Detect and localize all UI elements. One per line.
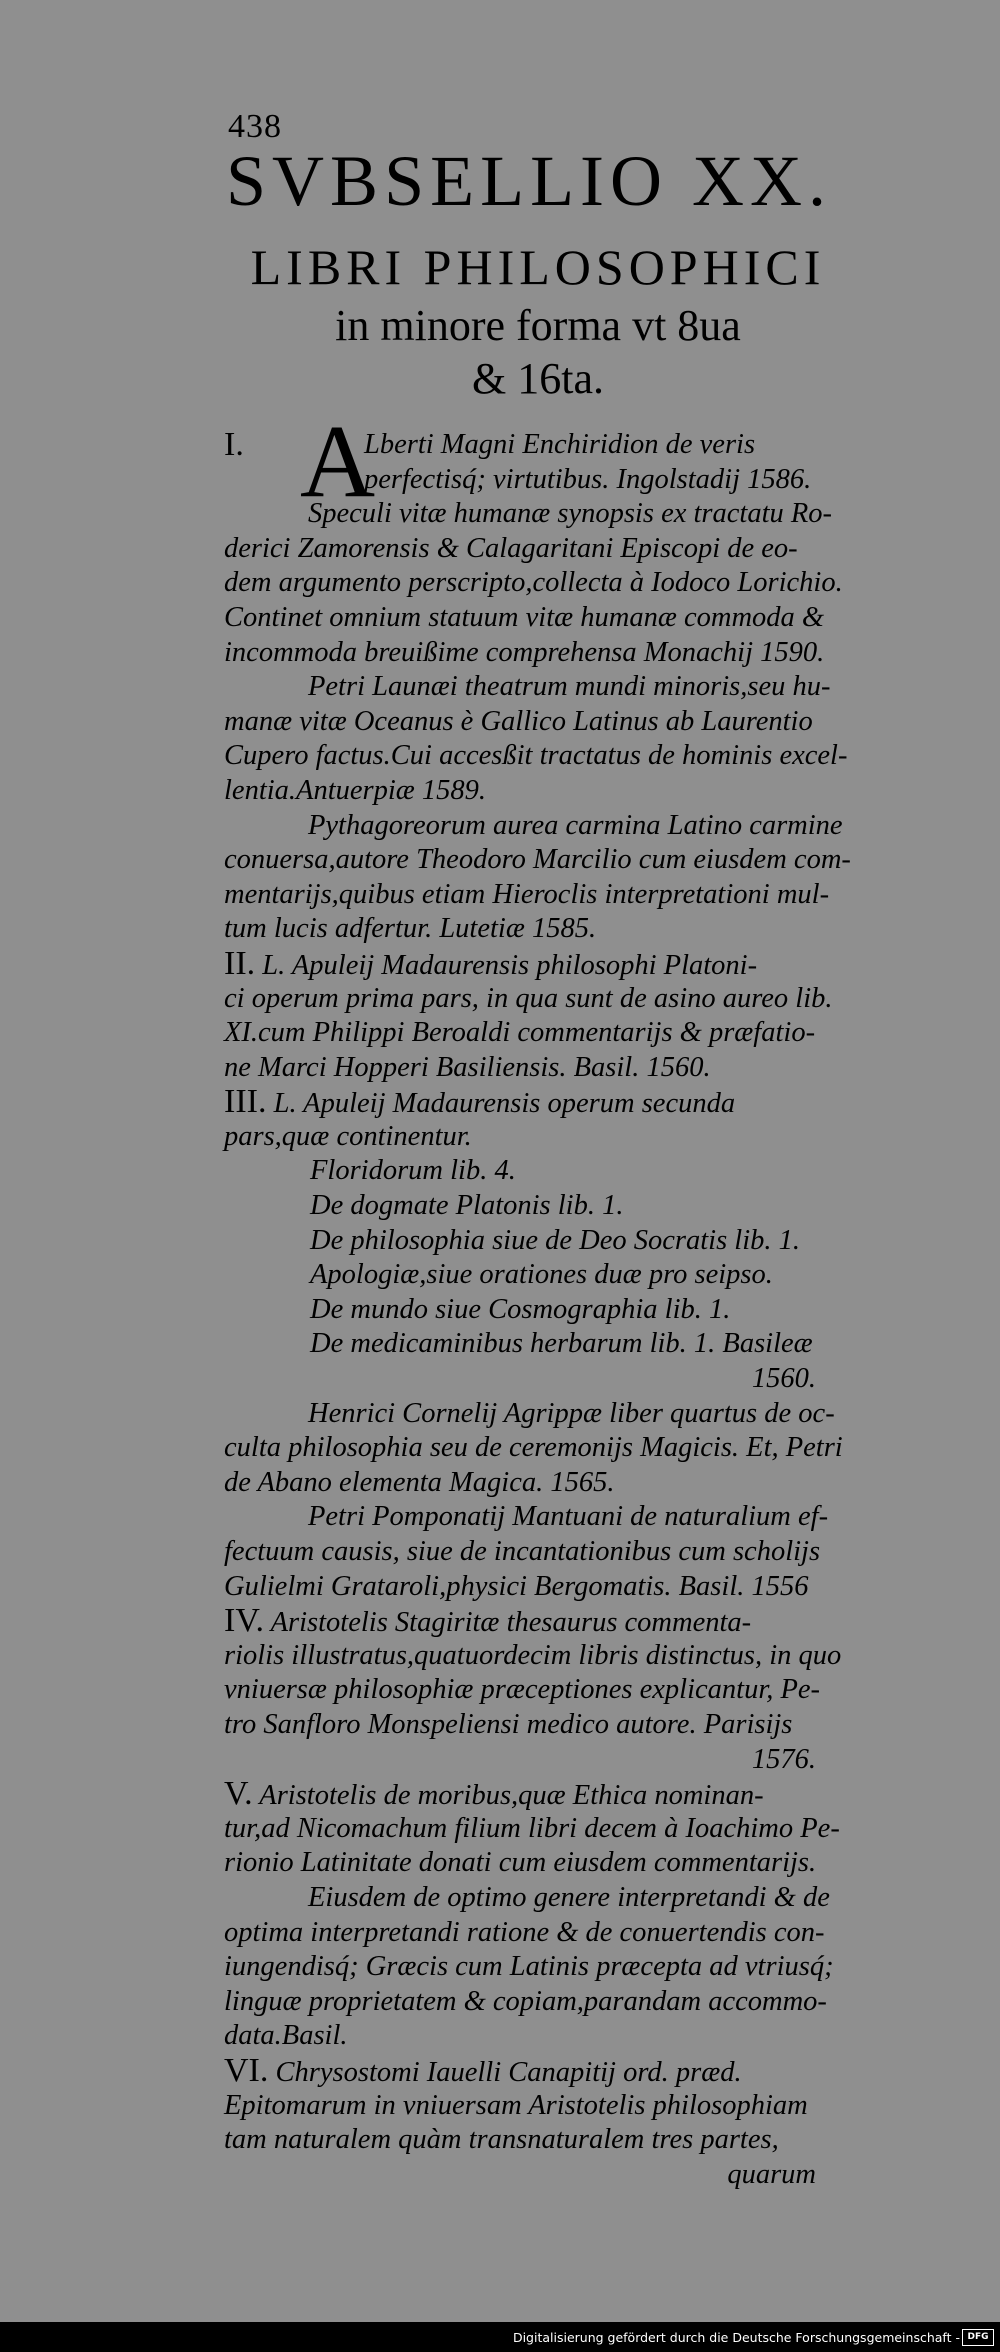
entry-line: Pythagoreorum aurea carmina Latino carmine bbox=[308, 809, 843, 841]
entry-line: riolis illustratus,quatuordecim libris distinctus, in quo bbox=[224, 1639, 842, 1671]
entry-line: Eiusdem de optimo genere interpretandi & de bbox=[308, 1881, 830, 1913]
page-number: 438 bbox=[228, 108, 282, 145]
list-item: De philosophia siue de Deo Socratis lib. 1. bbox=[310, 1224, 800, 1256]
entry-line: mentarijs,quibus etiam Hieroclis interpretationi mul- bbox=[224, 878, 830, 910]
catchword: quarum bbox=[727, 2158, 816, 2190]
catalog-entry-2 bbox=[224, 944, 833, 1085]
catalog-entry-1d bbox=[224, 809, 851, 947]
catalog-entry-6 bbox=[224, 2051, 816, 2192]
list-item: De dogmate Platonis lib. 1. bbox=[310, 1190, 624, 1222]
entry-line: ne Marci Hopperi Basiliensis. Basil. 1560. bbox=[224, 1051, 711, 1083]
entry-line: linguæ proprietatem & copiam,parandam accommo- bbox=[224, 1985, 827, 2017]
entry-line: Lberti Magni Enchiridion de veris bbox=[364, 429, 756, 460]
entry-line: optima interpretandi ratione & de conuertendis con- bbox=[224, 1916, 825, 1948]
entry-line: tam naturalem quàm transnaturalem tres partes, bbox=[224, 2124, 779, 2156]
entry-line: perfectisq́; virtutibus. Ingolstadij 1586. bbox=[364, 463, 812, 495]
entry-line: lentia.Antuerpiæ 1589. bbox=[224, 774, 487, 806]
list-item: Apologiæ,siue orationes duæ pro seipso. bbox=[310, 1259, 773, 1291]
catalog-body bbox=[224, 404, 851, 2192]
catalog-entry-5 bbox=[224, 1775, 840, 1881]
entry-line: Epitomarum in vniuersam Aristotelis philosophiam bbox=[224, 2089, 808, 2121]
entry-line: iungendisq́; Græcis cum Latinis præcepta ad vtriusq́; bbox=[224, 1951, 834, 1983]
entry-line: de Abano elementa Magica. 1565. bbox=[224, 1466, 615, 1498]
entry-line: tro Sanfloro Monspeliensi medico autore. Parisijs bbox=[224, 1708, 793, 1740]
entry-line: derici Zamorensis & Calagaritani Episcopi de eo- bbox=[224, 532, 798, 564]
catalog-entry-4 bbox=[224, 1602, 842, 1777]
entry-line: data.Basil. bbox=[224, 2020, 348, 2052]
section-title-line-3: & 16ta. bbox=[472, 354, 604, 403]
entry-number: IV. bbox=[224, 1602, 264, 1640]
section-title-line-1: LIBRI PHILOSOPHICI bbox=[250, 239, 826, 295]
entry-line: Aristotelis de moribus,quæ Ethica nominan- bbox=[259, 1780, 764, 1812]
catalog-entry-1b bbox=[224, 497, 843, 670]
entry-line: L. Apuleij Madaurensis operum secunda bbox=[273, 1088, 736, 1120]
entry-line: Cupero factus.Cui accesßit tractatus de hominis excel- bbox=[224, 740, 848, 772]
entry-number: V. bbox=[224, 1775, 253, 1813]
running-title: SVBSELLIO XX. bbox=[226, 141, 833, 221]
section-title bbox=[0, 238, 1000, 404]
entry-line: Aristotelis Stagiritæ thesaurus commenta- bbox=[270, 1607, 752, 1639]
dfg-logo: DFG bbox=[962, 2329, 994, 2346]
entry-number: III. bbox=[224, 1083, 267, 1121]
entry-line: 1576. bbox=[751, 1743, 816, 1775]
entry-number: II. bbox=[224, 944, 256, 982]
catalog-entry-5b bbox=[224, 1881, 834, 2054]
footer-text: Digitalisierung gefördert durch die Deutsche Forschungsgemeinschaft - bbox=[512, 2330, 960, 2345]
entry-number: I. bbox=[224, 426, 244, 463]
entry-line: XI.cum Philippi Beroaldi commentarijs & præfatio- bbox=[224, 1017, 816, 1049]
section-title-line-2: in minore forma vt 8ua bbox=[335, 301, 741, 350]
digitization-footer bbox=[0, 2322, 1000, 2352]
list-item: Floridorum lib. 4. bbox=[310, 1155, 516, 1187]
list-item: De medicaminibus herbarum lib. 1. Basileæ bbox=[310, 1328, 813, 1360]
entry-line: incommoda breuißime comprehensa Monachij 1590. bbox=[224, 636, 825, 668]
entry-line: tum lucis adfertur. Lutetiæ 1585. bbox=[224, 913, 597, 945]
entry-line: dem argumento perscripto,collecta à Iodoco Lorichio. bbox=[224, 567, 843, 599]
entry-line: Petri Launæi theatrum mundi minoris,seu hu- bbox=[308, 671, 831, 703]
drop-cap-initial: A bbox=[300, 404, 376, 519]
entry-line: tur,ad Nicomachum filium libri decem à Ioachimo Pe- bbox=[224, 1812, 840, 1844]
entry-line: Speculi vitæ humanæ synopsis ex tractatu Ro- bbox=[308, 498, 833, 530]
entry-line: fectuum causis, siue de incantationibus cum scholijs bbox=[224, 1536, 821, 1567]
catalog-entry-3b bbox=[224, 1397, 843, 1501]
entry-line: pars,quæ continentur. bbox=[224, 1120, 472, 1152]
list-item: 1560. bbox=[751, 1363, 816, 1395]
entry-line: L. Apuleij Madaurensis philosophi Platoni- bbox=[262, 949, 758, 981]
entry-line: manæ vitæ Oceanus è Gallico Latinus ab Laurentio bbox=[224, 705, 813, 737]
entry-line: Henrici Cornelij Agrippæ liber quartus de oc- bbox=[308, 1397, 835, 1429]
entry-line: Continet omnium statuum vitæ humanæ commoda & bbox=[224, 601, 825, 633]
list-item: De mundo siue Cosmographia lib. 1. bbox=[310, 1293, 731, 1325]
entry-line: conuersa,autore Theodoro Marcilio cum eiusdem com- bbox=[224, 844, 851, 876]
catalog-entry-3 bbox=[224, 1085, 816, 1396]
catalog-entry-3c bbox=[224, 1500, 829, 1604]
catalog-entry-1c bbox=[224, 670, 848, 808]
entry-line: rionio Latinitate donati cum eiusdem commentarijs. bbox=[224, 1847, 817, 1879]
entry-line: Gulielmi Grataroli,physici Bergomatis. Basil. 1556 bbox=[224, 1570, 809, 1602]
entry-line: Petri Pomponatij Mantuani de naturalium ef- bbox=[308, 1501, 829, 1533]
entry-line: ci operum prima pars, in qua sunt de asino aureo lib. bbox=[224, 982, 833, 1014]
entry-line: vniuersæ philosophiæ præceptiones explicantur, Pe- bbox=[224, 1674, 821, 1706]
entry-line: culta philosophia seu de ceremonijs Magicis. Et, Petri bbox=[224, 1432, 843, 1464]
entry-number: VI. bbox=[224, 2051, 269, 2089]
entry-line: Chrysostomi Iauelli Canapitij ord. præd. bbox=[275, 2056, 742, 2088]
